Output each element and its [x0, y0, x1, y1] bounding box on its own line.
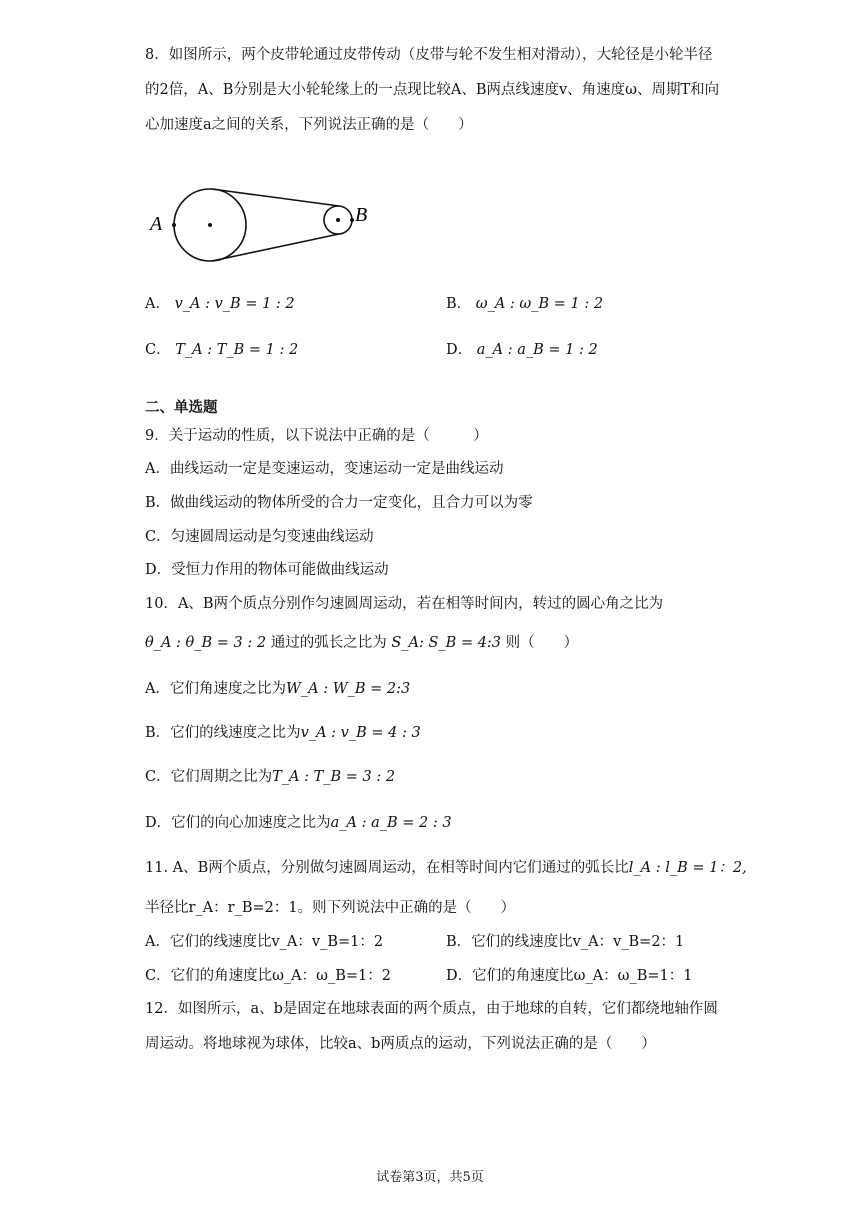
q10-stem-end: 则（ ） — [505, 635, 579, 651]
q10-theta-ratio: θ_A : θ_B = 3 : 2 — [145, 635, 267, 651]
q9-option-d[interactable]: D．受恒力作用的物体可能做曲线运动 — [145, 562, 389, 578]
q9-option-c[interactable]: C．匀速圆周运动是匀变速曲线运动 — [145, 529, 374, 545]
q11-stem-text: 11. A、B两个质点，分别做匀速圆周运动，在相等时间内它们通过的弧长比 — [145, 860, 629, 876]
section-heading: 二、单选题 — [145, 399, 218, 416]
q9-option-a[interactable]: A．曲线运动一定是变速运动，变速运动一定是曲线运动 — [145, 461, 504, 477]
q8-option-d-formula: a_A : a_B = 1 : 2 — [476, 342, 598, 358]
belt-top — [212, 189, 339, 206]
q10-option-b-formula: v_A : v_B = 4 : 3 — [300, 725, 421, 741]
q11-arc-ratio: l_A : l_B = 1：2, — [628, 860, 747, 876]
q12-stem: 12．如图所示，a、b是固定在地球表面的两个质点，由于地球的自转，它们都绕地轴作圆周运动。将地球视为球体，比较a、b两质点的运动，下列说法正确的是（ ） — [145, 1001, 718, 1052]
q11-option-c[interactable]: C．它们的角速度比ω_A：ω_B=1：2 — [145, 968, 391, 984]
q10-option-d[interactable] — [145, 811, 452, 832]
q8-stem: 8．如图所示，两个皮带轮通过皮带传动（皮带与轮不发生相对滑动），大轮径是小轮半径的2倍，A、B分别是大小轮轮缘上的一点现比较A、B两点线速度v、角速度ω、周期T和向心加速度a之间的关系，下列说法正确的是（ ） — [145, 47, 720, 133]
q10-option-a-text: A．它们角速度之比为 — [145, 681, 286, 697]
small-center-dot — [336, 218, 340, 222]
q8-option-b[interactable] — [446, 292, 603, 313]
page-footer: 试卷第3页，共5页 — [376, 1170, 484, 1185]
q10-arc-text: 通过的弧长之比为 — [270, 635, 387, 651]
q8-option-c[interactable] — [145, 338, 298, 359]
q10-option-c-formula: T_A : T_B = 3 : 2 — [272, 769, 396, 785]
q9-option-b[interactable]: B．做曲线运动的物体所受的合力一定变化，且合力可以为零 — [145, 495, 533, 511]
q10-option-b-text: B．它们的线速度之比为 — [145, 725, 301, 741]
q11-option-d[interactable]: D．它们的角速度比ω_A：ω_B=1：1 — [446, 968, 693, 984]
q10-stem-line2 — [145, 631, 578, 652]
q8-option-a[interactable] — [145, 292, 295, 313]
q9-stem: 9．关于运动的性质，以下说法中正确的是（ ） — [145, 428, 488, 444]
q8-option-d[interactable] — [446, 338, 598, 359]
q11-stem-line2: 半径比r_A：r_B=2：1。则下列说法中正确的是（ ） — [145, 900, 516, 916]
belt-pulley-figure — [145, 180, 385, 270]
q8-option-b-formula: ω_A : ω_B = 1 : 2 — [475, 296, 604, 312]
q10-option-d-text: D．它们的向心加速度之比为 — [145, 815, 331, 831]
q11-stem-line1 — [145, 856, 747, 877]
belt-bottom — [212, 234, 339, 261]
q10-option-b[interactable] — [145, 721, 421, 742]
label-b: B — [355, 204, 368, 226]
q10-option-c[interactable] — [145, 765, 395, 786]
q8-option-b-label: B． — [446, 296, 472, 312]
q8-option-a-label: A． — [145, 296, 170, 312]
point-b — [350, 218, 354, 222]
q8-option-d-label: D． — [446, 342, 473, 358]
q10-stem-line1: 10．A、B两个质点分别作匀速圆周运动，若在相等时间内，转过的圆心角之比为 — [145, 596, 664, 612]
q10-option-a-formula: W_A : W_B = 2:3 — [285, 681, 411, 697]
q10-option-a[interactable] — [145, 677, 410, 698]
q10-arc-ratio: S_A: S_B = 4:3 — [391, 635, 502, 651]
q8-option-a-formula: v_A : v_B = 1 : 2 — [174, 296, 295, 312]
q11-option-b[interactable]: B．它们的线速度比v_A：v_B=2：1 — [446, 934, 685, 950]
q8-option-c-formula: T_A : T_B = 1 : 2 — [175, 342, 299, 358]
label-a: A — [150, 213, 163, 235]
q11-option-a[interactable]: A．它们的线速度比v_A：v_B=1：2 — [145, 934, 384, 950]
large-center-dot — [208, 223, 212, 227]
q10-option-d-formula: a_A : a_B = 2 : 3 — [330, 815, 452, 831]
q10-option-c-text: C．它们周期之比为 — [145, 769, 273, 785]
q8-option-c-label: C． — [145, 342, 171, 358]
point-a — [172, 223, 176, 227]
